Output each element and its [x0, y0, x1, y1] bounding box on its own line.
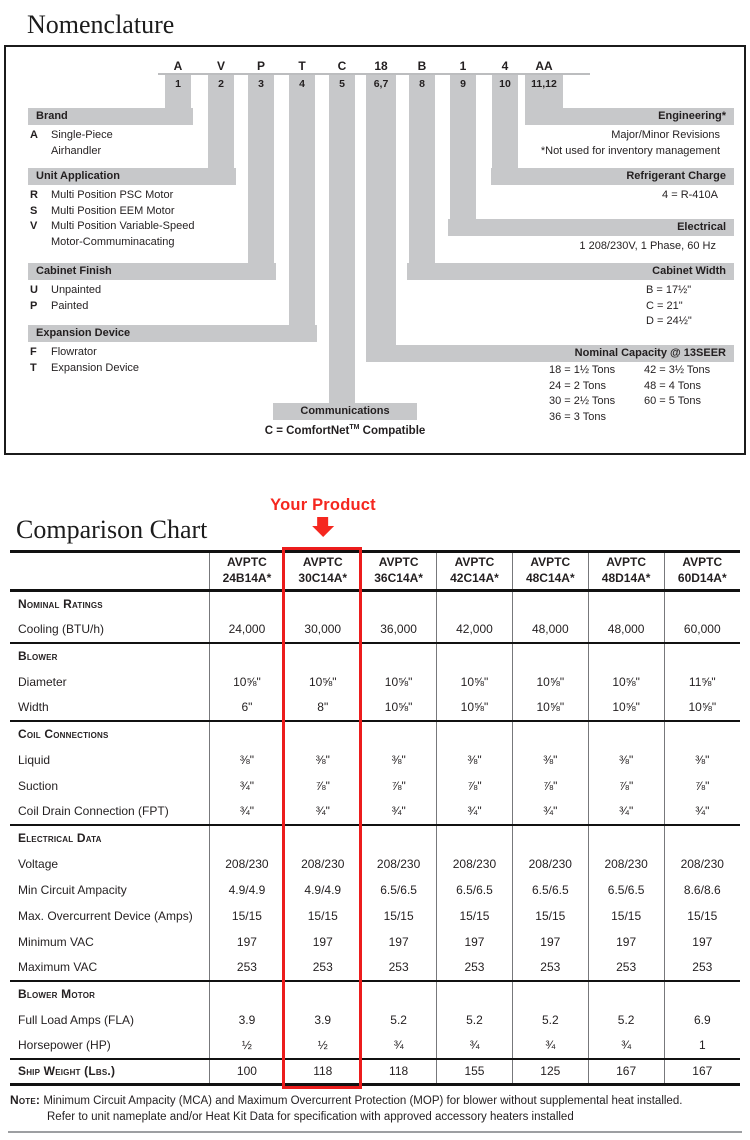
- cell-value: 30,000: [285, 617, 361, 643]
- section-header-bar: Engineering*: [529, 108, 734, 125]
- entry-text: Multi Position Variable-Speed: [51, 220, 195, 233]
- cell-value: ⅜": [209, 747, 285, 773]
- cell-value: 208/230: [437, 851, 513, 877]
- empty-cell: [285, 591, 361, 617]
- section-entry-list: [579, 239, 716, 255]
- row-label: Max. Overcurrent Device (Amps): [18, 908, 193, 923]
- table-row: [10, 903, 740, 929]
- entry-text: Single-Piece: [51, 129, 113, 141]
- entry-code: T: [30, 361, 37, 374]
- cell-value: 3.9: [285, 1007, 361, 1033]
- empty-cell: [588, 825, 664, 851]
- comparison-title: Comparison Chart: [16, 515, 208, 544]
- empty-cell: [361, 643, 437, 669]
- your-product-label: Your Product: [270, 496, 376, 514]
- code-char: A: [173, 59, 183, 73]
- column-header: AVPTC 48D14A*: [588, 552, 664, 591]
- cell-value: 10⅝": [437, 669, 513, 695]
- cell-value: 100: [209, 1059, 285, 1085]
- cell-value: 10⅝": [285, 669, 361, 695]
- entry-text: Expansion Device: [51, 361, 140, 374]
- cell-value: ⅞": [437, 773, 513, 799]
- empty-cell: [285, 981, 361, 1007]
- code-position-number: 2: [218, 78, 224, 90]
- column-header: AVPTC 36C14A*: [361, 552, 437, 591]
- cell-value: 60,000: [664, 617, 740, 643]
- table-row: [10, 799, 740, 825]
- cell-value: 42,000: [437, 617, 513, 643]
- table-row: [10, 1007, 740, 1033]
- section-header-row: [10, 591, 740, 617]
- cell-value: 24,000: [209, 617, 285, 643]
- section-entry: [30, 128, 113, 144]
- down-arrow-icon: [270, 517, 376, 537]
- note-label: Note:: [10, 1093, 41, 1107]
- cell-value: ⅜": [512, 747, 588, 773]
- empty-cell: [361, 591, 437, 617]
- code-char: 4: [501, 59, 509, 73]
- cell-value: 5.2: [361, 1007, 437, 1033]
- code-char: 18: [374, 59, 388, 73]
- cell-value: 11⅝": [664, 669, 740, 695]
- note-line: Refer to unit nameplate and/or Heat Kit Data for specification with approved accessory heaters installed: [47, 1110, 574, 1123]
- code-position-bar: [409, 75, 435, 280]
- cell-value: ¾": [209, 773, 285, 799]
- cell-value: 208/230: [664, 851, 740, 877]
- section-header-row: [10, 721, 740, 747]
- entry-text: 60 = 5 Tons: [644, 395, 701, 408]
- cell-value: 5.2: [512, 1007, 588, 1033]
- section-header-bar: Expansion Device: [28, 325, 317, 342]
- cell-value: 6.5/6.5: [437, 877, 513, 903]
- cell-value: 197: [588, 929, 664, 955]
- empty-cell: [437, 643, 513, 669]
- code-position-number: 9: [460, 78, 466, 90]
- section-entry: [30, 219, 194, 235]
- entry-text: D = 24½": [646, 315, 692, 328]
- empty-cell: [664, 825, 740, 851]
- cell-value: ¾": [361, 799, 437, 825]
- column-header: AVPTC 42C14A*: [437, 552, 513, 591]
- entry-code: U: [30, 284, 38, 296]
- code-char: B: [417, 59, 427, 73]
- cell-value: 10⅝": [361, 695, 437, 721]
- cell-value: 48,000: [588, 617, 664, 643]
- cell-value: ⅞": [285, 773, 361, 799]
- cell-value: ⅜": [285, 747, 361, 773]
- section-header: Blower Motor: [18, 987, 96, 1001]
- cell-value: 1: [664, 1033, 740, 1059]
- cell-value: 10⅝": [664, 695, 740, 721]
- cell-value: 125: [512, 1059, 588, 1085]
- empty-cell: [664, 721, 740, 747]
- empty-cell: [361, 825, 437, 851]
- table-row: [10, 617, 740, 643]
- code-position-number: 5: [339, 78, 345, 90]
- section-header-bar: Cabinet Width: [407, 263, 734, 280]
- cell-value: 197: [285, 929, 361, 955]
- cell-value: ¾: [361, 1033, 437, 1059]
- cell-value: 208/230: [209, 851, 285, 877]
- empty-cell: [209, 643, 285, 669]
- cell-value: ¾: [588, 1033, 664, 1059]
- section-entry-list: [662, 188, 718, 204]
- entry-text: *Not used for inventory management: [540, 144, 720, 157]
- nomenclature-diagram: [4, 45, 746, 455]
- empty-cell: [209, 591, 285, 617]
- section-header-bar: Refrigerant Charge: [491, 168, 734, 185]
- row-label: Diameter: [18, 674, 67, 689]
- entry-text: 24 = 2 Tons: [549, 379, 606, 392]
- cell-value: ⅜": [588, 747, 664, 773]
- cell-value: 15/15: [512, 903, 588, 929]
- empty-cell: [588, 591, 664, 617]
- cell-value: ⅜": [361, 747, 437, 773]
- cell-value: 15/15: [664, 903, 740, 929]
- cell-value: ¾: [512, 1033, 588, 1059]
- cell-value: ¾": [588, 799, 664, 825]
- cell-value: 197: [512, 929, 588, 955]
- table-row: [10, 695, 740, 721]
- cell-value: 253: [437, 955, 513, 981]
- code-char: AA: [535, 59, 553, 73]
- entry-text: 30 = 2½ Tons: [549, 395, 616, 408]
- empty-cell: [209, 721, 285, 747]
- cell-value: ¾": [209, 799, 285, 825]
- section-header-bar: Cabinet Finish: [28, 263, 276, 280]
- cell-value: 6": [209, 695, 285, 721]
- empty-cell: [588, 981, 664, 1007]
- note-line: Note: Minimum Circuit Ampacity (MCA) and Maximum Overcurrent Protection (MOP) for blower without supplemental heat installed.: [10, 1093, 683, 1107]
- code-position-bar: [329, 75, 355, 420]
- entry-text: Painted: [51, 299, 89, 312]
- section-entry: [30, 144, 113, 160]
- code-position-number: 4: [299, 78, 305, 90]
- cell-value: 208/230: [361, 851, 437, 877]
- cell-value: 10⅝": [512, 695, 588, 721]
- section-header-bar: Brand: [28, 108, 193, 125]
- cell-value: 6.9: [664, 1007, 740, 1033]
- cell-value: ⅜": [437, 747, 513, 773]
- cell-value: ¾": [512, 799, 588, 825]
- code-position-number: 3: [258, 78, 264, 90]
- empty-cell: [512, 825, 588, 851]
- entry-code: R: [30, 189, 38, 201]
- empty-cell: [361, 981, 437, 1007]
- bottom-rule: [8, 1131, 742, 1133]
- code-position-number: 11,12: [531, 78, 557, 90]
- section-entry: [30, 361, 139, 377]
- section-header: Nominal Ratings: [18, 597, 103, 612]
- empty-cell: [512, 981, 588, 1007]
- cell-value: 155: [437, 1059, 513, 1085]
- entry-text: Motor-Commuminacating: [51, 235, 175, 248]
- row-label: Width: [18, 700, 49, 714]
- code-char: P: [256, 59, 266, 73]
- table-row: [10, 877, 740, 903]
- entry-text: Multi Position PSC Motor: [51, 189, 174, 201]
- table-row: [10, 1033, 740, 1059]
- cell-value: 10⅝": [588, 669, 664, 695]
- cell-value: 4.9/4.9: [285, 877, 361, 903]
- table-row: [10, 669, 740, 695]
- entry-code: V: [30, 220, 38, 233]
- cell-value: 253: [664, 955, 740, 981]
- entry-text: Multi Position EEM Motor: [51, 204, 175, 217]
- cell-value: 48,000: [512, 617, 588, 643]
- cell-value: 6.5/6.5: [588, 877, 664, 903]
- section-header-bar: Nominal Capacity @ 13SEER: [368, 345, 734, 362]
- section-entry: [30, 345, 139, 361]
- cell-value: 15/15: [209, 903, 285, 929]
- cell-value: 6.5/6.5: [512, 877, 588, 903]
- empty-cell: [361, 721, 437, 747]
- row-label: Coil Drain Connection (FPT): [18, 804, 169, 818]
- section-header-row: [10, 825, 740, 851]
- empty-cell: [588, 643, 664, 669]
- entry-text: Airhandler: [51, 144, 102, 157]
- section-header-row: [10, 643, 740, 669]
- empty-cell: [437, 825, 513, 851]
- comparison-section: [0, 493, 750, 1125]
- cell-value: ¾": [285, 799, 361, 825]
- cell-value: ⅜": [664, 747, 740, 773]
- cell-value: 10⅝": [437, 695, 513, 721]
- entry-text: 1 208/230V, 1 Phase, 60 Hz: [579, 240, 716, 252]
- entry-text: Flowrator: [51, 346, 97, 358]
- empty-cell: [285, 721, 361, 747]
- table-row: [10, 1059, 740, 1085]
- empty-cell: [285, 825, 361, 851]
- code-char: T: [298, 59, 306, 73]
- cell-value: ¾": [664, 799, 740, 825]
- entry-text: 48 = 4 Tons: [644, 379, 701, 392]
- cell-value: 5.2: [437, 1007, 513, 1033]
- row-label: Horsepower (HP): [18, 1038, 111, 1052]
- section-entry-list: [644, 363, 710, 410]
- cell-value: ¾": [437, 799, 513, 825]
- column-header: AVPTC 60D14A*: [664, 552, 740, 591]
- entry-code: F: [30, 346, 37, 358]
- cell-value: 197: [437, 929, 513, 955]
- code-position-bar: [366, 75, 396, 362]
- table-row: [10, 747, 740, 773]
- entry-text: 36 = 3 Tons: [549, 410, 606, 423]
- cell-value: 15/15: [285, 903, 361, 929]
- section-entry: [30, 204, 194, 220]
- row-label: Maximum VAC: [18, 960, 98, 974]
- row-label: Liquid: [18, 752, 51, 767]
- entry-text: C = 21": [646, 299, 683, 312]
- entry-text: Unpainted: [51, 284, 102, 296]
- cell-value: 253: [285, 955, 361, 981]
- comparison-table: [10, 550, 740, 1086]
- entry-text: B = 17½": [646, 284, 692, 296]
- empty-cell: [512, 643, 588, 669]
- code-position-bar: [450, 75, 476, 236]
- cell-value: 197: [664, 929, 740, 955]
- cell-value: 208/230: [588, 851, 664, 877]
- cell-value: 15/15: [588, 903, 664, 929]
- nomenclature-title: Nomenclature: [27, 10, 175, 39]
- section-entry: [30, 299, 101, 315]
- section-entry-list: [30, 345, 139, 376]
- section-header: Electrical Data: [18, 831, 102, 845]
- cell-value: ⅞": [361, 773, 437, 799]
- section-entry: [30, 188, 194, 204]
- section-entry-list: [549, 363, 615, 425]
- code-position-number: 6,7: [373, 78, 389, 90]
- section-entry: [30, 283, 101, 299]
- cell-value: 3.9: [209, 1007, 285, 1033]
- entry-text: 4 = R-410A: [662, 189, 718, 201]
- row-label: Full Load Amps (FLA): [18, 1012, 135, 1027]
- cell-value: ⅞": [664, 773, 740, 799]
- section-entry-list: [30, 188, 194, 250]
- cell-value: 8": [285, 695, 361, 721]
- your-product-callout: [270, 496, 376, 537]
- empty-cell: [285, 643, 361, 669]
- cell-value: 167: [664, 1059, 740, 1085]
- empty-cell: [512, 721, 588, 747]
- empty-cell: [209, 825, 285, 851]
- section-header-row: [10, 981, 740, 1007]
- section-entry-list: [541, 128, 720, 159]
- code-position-number: 10: [499, 78, 511, 90]
- section-header: Blower: [18, 649, 58, 663]
- cell-value: 15/15: [437, 903, 513, 929]
- cell-value: 197: [361, 929, 437, 955]
- entry-text: Major/Minor Revisions: [611, 129, 720, 141]
- table-row: [10, 955, 740, 981]
- cell-value: 118: [285, 1059, 361, 1085]
- empty-cell: [437, 721, 513, 747]
- section-header-bar: Unit Application: [28, 168, 236, 185]
- section-entry: [30, 235, 194, 251]
- row-label: Voltage: [18, 856, 59, 871]
- cell-value: ⅞": [512, 773, 588, 799]
- cell-value: 4.9/4.9: [209, 877, 285, 903]
- table-row: [10, 851, 740, 877]
- cell-value: 208/230: [285, 851, 361, 877]
- entry-code: P: [30, 299, 38, 312]
- column-header: AVPTC 30C14A*: [285, 552, 361, 591]
- cell-value: ⅞": [588, 773, 664, 799]
- code-position-bar: [289, 75, 315, 342]
- code-char: V: [216, 59, 226, 73]
- section-entry-list: [646, 283, 692, 330]
- table-row: [10, 929, 740, 955]
- section-header-bar: Electrical: [448, 219, 734, 236]
- cell-value: 8.6/8.6: [664, 877, 740, 903]
- table-note: [10, 1093, 750, 1125]
- row-label: Min Circuit Ampacity: [18, 882, 127, 897]
- empty-cell: [512, 591, 588, 617]
- code-position-number: 8: [419, 78, 425, 90]
- section-header-bar: Communications: [273, 403, 417, 420]
- cell-value: 118: [361, 1059, 437, 1085]
- entry-text: 42 = 3½ Tons: [644, 364, 711, 376]
- cell-value: 197: [209, 929, 285, 955]
- cell-value: 167: [588, 1059, 664, 1085]
- cell-value: 10⅝": [512, 669, 588, 695]
- empty-cell: [664, 981, 740, 1007]
- cell-value: 253: [588, 955, 664, 981]
- entry-code: S: [30, 204, 38, 217]
- empty-cell: [437, 981, 513, 1007]
- section-entry-list: [30, 128, 113, 159]
- code-position-bar: [248, 75, 274, 280]
- cell-value: 253: [512, 955, 588, 981]
- cell-value: 10⅝": [588, 695, 664, 721]
- row-label: Suction: [18, 778, 59, 793]
- table-row: [10, 773, 740, 799]
- cell-value: 253: [209, 955, 285, 981]
- code-char: C: [337, 59, 347, 73]
- cell-value: 253: [361, 955, 437, 981]
- cell-value: 208/230: [512, 851, 588, 877]
- empty-cell: [664, 643, 740, 669]
- cell-value: 5.2: [588, 1007, 664, 1033]
- row-label: Ship Weight (Lbs.): [18, 1064, 116, 1079]
- column-header-empty: [10, 552, 209, 591]
- cell-value: ¾: [437, 1033, 513, 1059]
- cell-value: 10⅝": [209, 669, 285, 695]
- empty-cell: [588, 721, 664, 747]
- empty-cell: [664, 591, 740, 617]
- cell-value: ½: [209, 1033, 285, 1059]
- empty-cell: [437, 591, 513, 617]
- row-label: Cooling (BTU/h): [18, 622, 105, 636]
- section-header: Coil Connections: [18, 727, 109, 741]
- empty-cell: [209, 981, 285, 1007]
- cell-value: 15/15: [361, 903, 437, 929]
- column-header: AVPTC 24B14A*: [209, 552, 285, 591]
- code-char: 1: [459, 59, 467, 73]
- row-label: Minimum VAC: [18, 934, 94, 949]
- entry-text: 18 = 1½ Tons: [549, 364, 616, 376]
- cell-value: 36,000: [361, 617, 437, 643]
- entry-code: A: [30, 129, 38, 141]
- code-position-number: 1: [175, 78, 181, 90]
- cell-value: 10⅝": [361, 669, 437, 695]
- section-entry-list: [30, 283, 101, 314]
- column-header: AVPTC 48C14A*: [512, 552, 588, 591]
- cell-value: ½: [285, 1033, 361, 1059]
- entry-text: C = ComfortNet™ Compatible: [264, 424, 426, 437]
- cell-value: 6.5/6.5: [361, 877, 437, 903]
